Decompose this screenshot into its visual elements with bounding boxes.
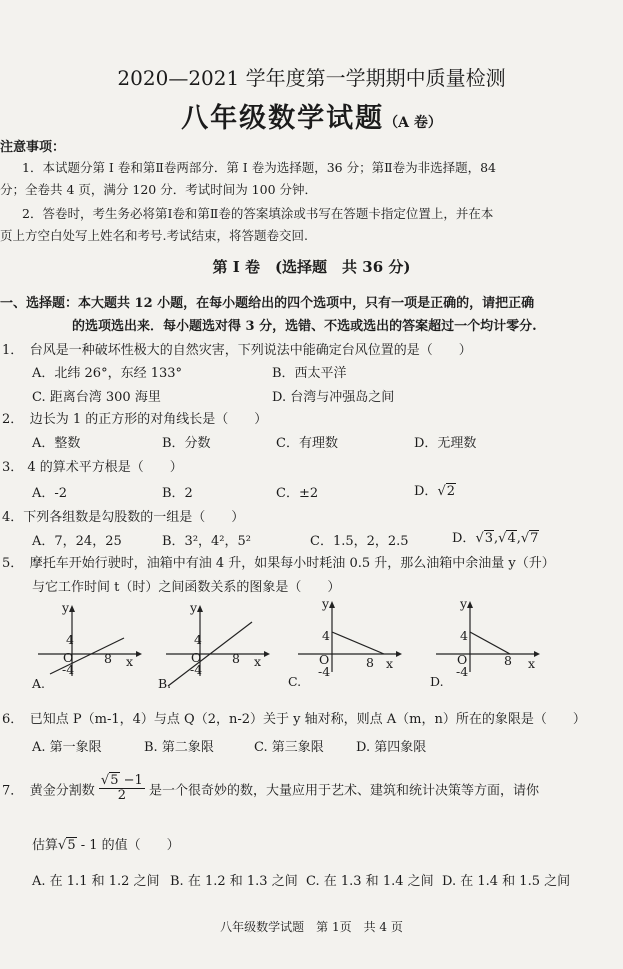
notice-heading: 注意事项：	[0, 140, 66, 155]
graph-a-tick-4: 4	[66, 632, 74, 647]
q4-option-c: C．1.5，2，2.5	[310, 534, 409, 549]
sqrt-sign: √2	[437, 484, 456, 499]
exam-subject: 八年级数学试题	[181, 103, 385, 134]
q4-radicand-1: 3	[484, 531, 494, 546]
q7-option-b: B. 在 1.2 和 1.3 之间	[170, 874, 298, 889]
q4-option-b: B．3²，4²，5²	[162, 534, 252, 549]
graph-a-x-label: x	[126, 654, 134, 669]
q4-option-d-label: D．	[452, 531, 476, 546]
fraction-denominator: 2	[117, 788, 126, 804]
q7-line2	[32, 834, 180, 853]
exam-title-line1: 2020—2021 学年度第一学期期中质量检测	[117, 66, 506, 90]
sqrt-sign: √5	[100, 773, 119, 788]
graph-b-tick-m4: -4	[190, 662, 203, 677]
q2-option-d: D．无理数	[414, 436, 477, 451]
q1-option-c: C. 距离台湾 300 海里	[32, 390, 161, 405]
graph-b-tick-8: 8	[232, 651, 240, 666]
q2-option-b: B．分数	[162, 436, 211, 451]
q5-option-a-label: A.	[32, 676, 46, 691]
q7-stem-post: 是一个很奇妙的数，大量应用于艺术、建筑和统计决策等方面，请你	[148, 783, 539, 799]
graph-b-x-label: x	[254, 654, 262, 669]
q4-option-a: A．7，24，25	[32, 534, 122, 549]
q2-option-a: A．整数	[32, 436, 81, 451]
graph-d-origin: O	[457, 652, 468, 667]
graph-c-x-label: x	[386, 656, 394, 671]
q2-option-c: C．有理数	[276, 436, 338, 451]
q7-line2-radicand: 5	[67, 838, 76, 853]
notice-item2-line1: 2．答卷时，考生务必将第Ⅰ卷和第Ⅱ卷的答案填涂或书写在答题卡指定位置上，并在本	[22, 206, 494, 221]
q6-option-b: B. 第二象限	[144, 740, 214, 755]
q1-option-b: B．西太平洋	[272, 366, 347, 381]
q7-option-c: C. 在 1.3 和 1.4 之间	[306, 874, 434, 889]
graph-d-tick-4: 4	[460, 628, 468, 643]
graph-c-tick-m4: -4	[318, 664, 331, 679]
graph-c-tick-8: 8	[366, 655, 374, 670]
q1-option-d: D. 台湾与冲强岛之间	[272, 390, 395, 405]
q7-stem-pre: 7． 黄金分割数	[2, 783, 95, 799]
q4-radicand-3: 7	[530, 531, 539, 546]
q5-option-c-label: C.	[288, 674, 302, 689]
q3-option-d	[414, 480, 456, 499]
graph-c-y-label: y	[322, 596, 330, 611]
notice-item1-line2: 分；全卷共 4 页，满分 120 分．考试时间为 100 分钟．	[0, 182, 318, 197]
q6-stem: 6． 已知点 P（m-1，4）与点 Q（2，n-2）关于 y 轴对称，则点 A（m，n）所在的象限是（ ）	[2, 712, 586, 727]
q4-option-d: D．√3,√4,√7	[452, 531, 539, 546]
q5-stem-line2: 与它工作时间 t（时）之间函数关系的图象是（ ）	[32, 580, 341, 595]
sqrt-sign: √7	[520, 531, 539, 546]
page-footer: 八年级数学试题 第 1页 共 4 页	[220, 920, 403, 934]
section-instruction-line2: 的选项选出来．每小题选对得 3 分，选错、不选或选出的答案超过一个均计零分.	[72, 319, 537, 334]
sqrt-sign: √4	[498, 531, 516, 546]
q3-option-d-radicand: 2	[446, 484, 456, 499]
q1-stem: 1． 台风是一种破坏性极大的自然灾害，下列说法中能确定台风位置的是（ ）	[2, 343, 472, 358]
q3-option-b: B．2	[162, 486, 193, 501]
graph-c-tick-4: 4	[322, 628, 330, 643]
exam-title-line2	[0, 96, 623, 135]
graph-d-x-label: x	[528, 656, 536, 671]
paper-tag: （A 卷）	[384, 115, 442, 131]
graph-a-y-label: y	[62, 600, 70, 615]
q5-option-d-label: D.	[430, 674, 444, 689]
section-title: 第 Ⅰ 卷 (选择题 共 36 分)	[212, 258, 411, 276]
q1-option-a: A．北纬 26°，东经 133°	[32, 366, 183, 381]
q3-stem: 3． 4 的算术平方根是（ ）	[2, 460, 183, 475]
q7-stem	[2, 774, 539, 804]
q6-option-c: C. 第三象限	[254, 740, 324, 755]
graph-a-origin: O	[63, 650, 74, 665]
q2-stem: 2． 边长为 1 的正方形的对角线长是（ ）	[2, 412, 268, 427]
q5-option-b-label: B.	[158, 676, 172, 691]
graph-b-y-label: y	[190, 600, 198, 615]
q3-option-a: A．-2	[32, 486, 68, 501]
notice-item2-line2: 页上方空白处写上姓名和考号.考试结束，将答题卷交回.	[0, 228, 308, 243]
notice-item1-line1: 1．本试题分第 Ⅰ 卷和第Ⅱ卷两部分．第 Ⅰ 卷为选择题，36 分；第Ⅱ卷为非选择题，84	[22, 160, 497, 175]
q7-line2-pre: 估算	[32, 838, 59, 853]
graph-a-tick-8: 8	[104, 651, 112, 666]
q6-option-d: D. 第四象限	[356, 740, 427, 755]
sqrt-sign: √3	[475, 531, 494, 546]
q3-option-c: C．±2	[276, 486, 319, 501]
q7-radicand: 5	[110, 773, 119, 788]
sqrt-sign: √5	[58, 838, 76, 853]
fraction-numerator	[99, 774, 145, 789]
graph-d-y-label: y	[460, 596, 468, 611]
q5-stem-line1: 5． 摩托车开始行驶时，油箱中有油 4 升，如果每小时耗油 0.5 升，那么油箱中余油量 y（升）	[2, 556, 555, 571]
graph-d-tick-8: 8	[504, 653, 512, 668]
q7-line2-post: - 1 的值（ ）	[76, 838, 180, 853]
q6-option-a: A. 第一象限	[32, 740, 102, 755]
q4-stem: 4．下列各组数是勾股数的一组是（ ）	[2, 510, 245, 525]
graph-a-tick-m4: -4	[62, 662, 75, 677]
q4-radicand-2: 4	[507, 531, 516, 546]
section-instruction-line1: 一、选择题：本大题共 12 小题，在每小题给出的四个选项中，只有一项是正确的，请把正确	[0, 296, 535, 311]
graph-b-tick-4: 4	[194, 632, 202, 647]
graph-c-origin: O	[319, 652, 330, 667]
q7-num-rest: −1	[119, 773, 143, 788]
graph-d-tick-m4: -4	[456, 664, 469, 679]
q7-option-a: A. 在 1.1 和 1.2 之间	[32, 874, 160, 889]
q7-option-d: D. 在 1.4 和 1.5 之间	[442, 874, 571, 889]
golden-ratio-fraction	[99, 774, 145, 804]
q3-option-d-label: D．	[414, 484, 438, 499]
graph-b-origin: O	[191, 650, 202, 665]
